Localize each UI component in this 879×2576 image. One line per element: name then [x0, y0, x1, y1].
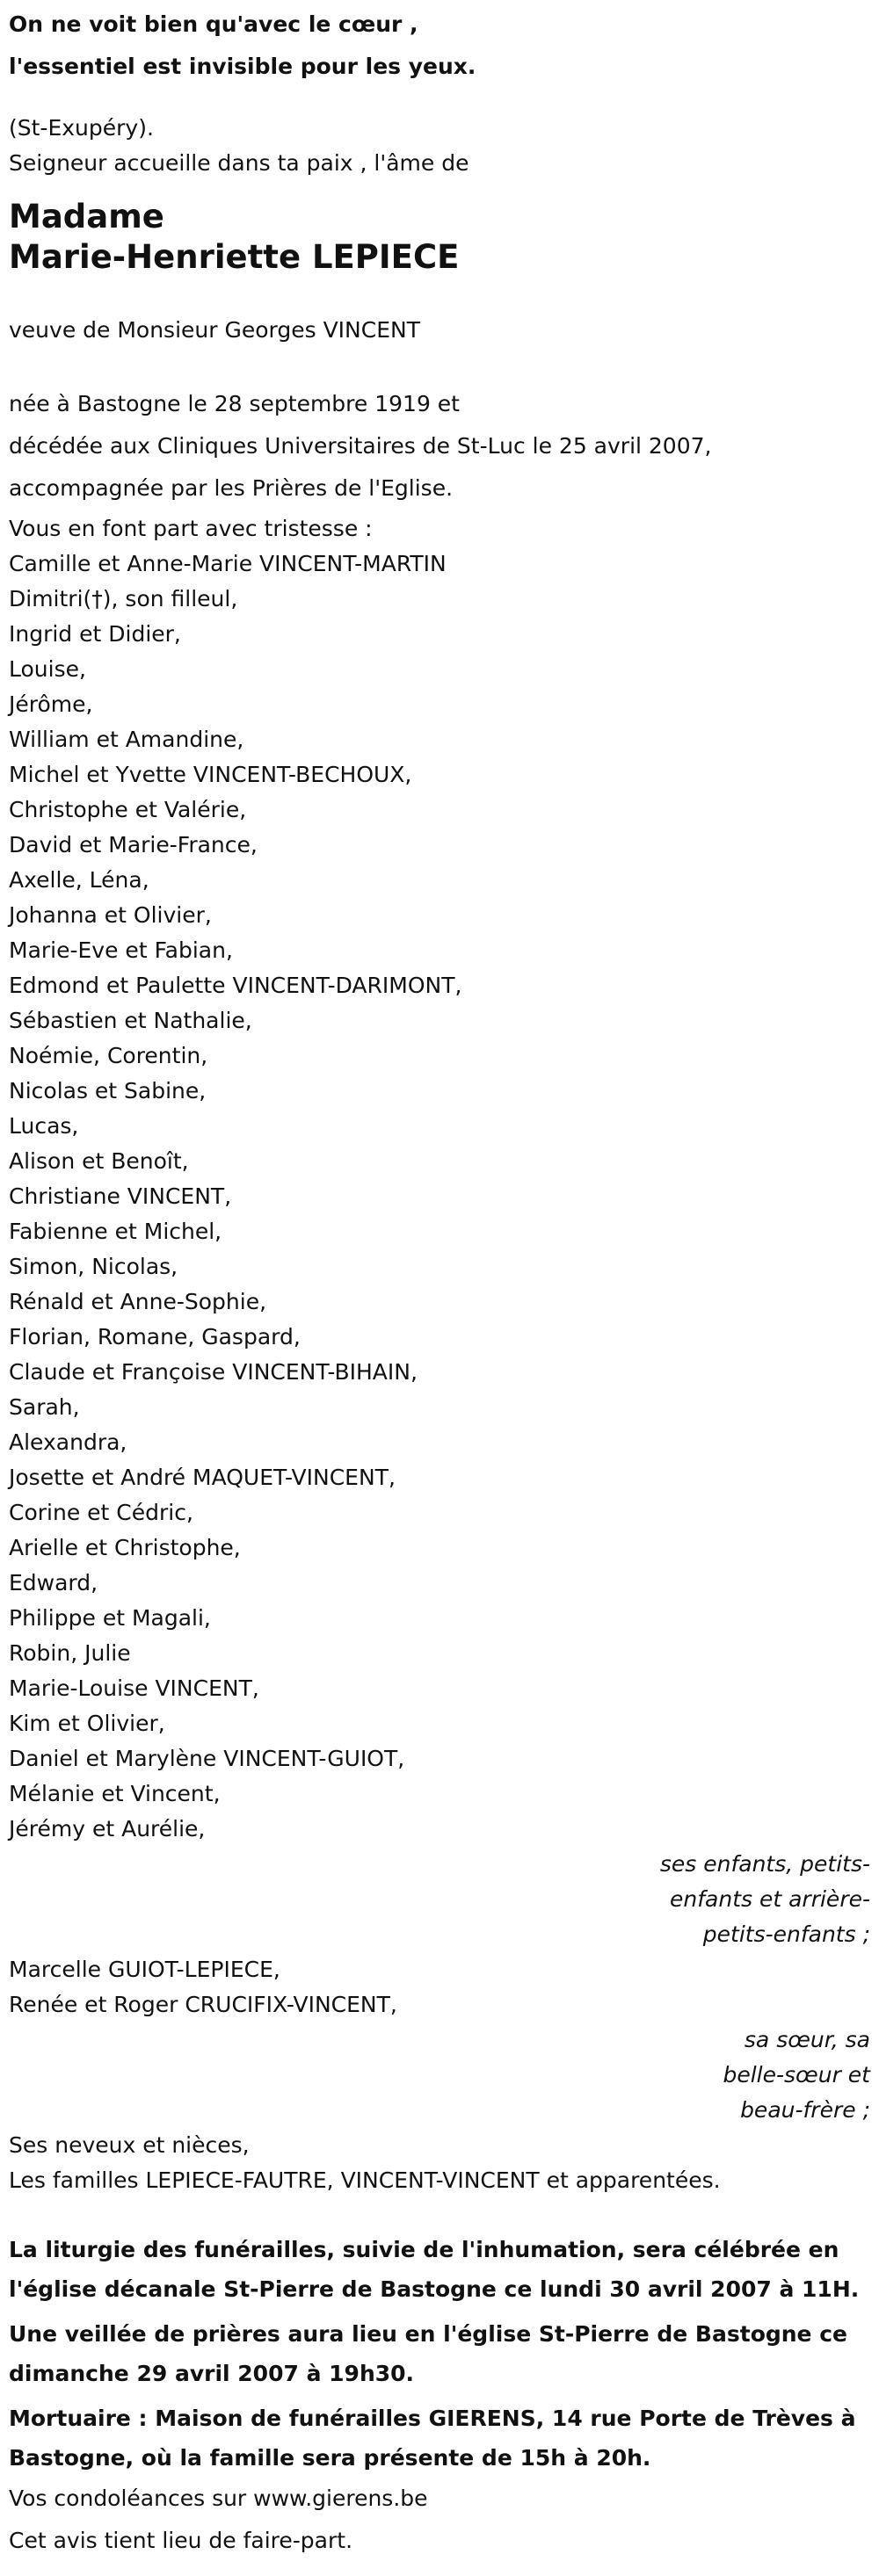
list-item: Jérémy et Aurélie, [9, 1816, 206, 1842]
mortuary-line-2: Bastogne, où la famille sera présente de 15h à 20h. [9, 2445, 651, 2471]
deceased-title: Madame [9, 198, 164, 235]
list-item: Kim et Olivier, [9, 1711, 165, 1736]
list-item: Sarah, [9, 1394, 80, 1420]
notice-line: Cet avis tient lieu de faire-part. [9, 2528, 353, 2553]
mortuary-paragraph [9, 2399, 870, 2478]
invocation: Seigneur accueille dans ta paix , l'âme de [9, 150, 469, 176]
list-item: Florian, Romane, Gaspard, [9, 1324, 301, 1350]
role-children [9, 1847, 870, 1952]
list-item: Edmond et Paulette VINCENT-DARIMONT, [9, 973, 462, 998]
list-item: Camille et Anne-Marie VINCENT-MARTIN [9, 551, 447, 576]
list-item: Axelle, Léna, [9, 867, 149, 893]
mortuary-line-1: Mortuaire : Maison de funérailles GIERENS, 14 rue Porte de Trèves à [9, 2406, 856, 2431]
liturgy-paragraph [9, 2230, 870, 2309]
list-item: Nicolas et Sabine, [9, 1078, 207, 1103]
list-item: Claude et Françoise VINCENT-BIHAIN, [9, 1359, 418, 1385]
birth-line: née à Bastogne le 28 septembre 1919 et [9, 391, 460, 416]
death-line: décédée aux Cliniques Universitaires de St-Luc le 25 avril 2007, [9, 433, 712, 459]
role-siblings [9, 2022, 870, 2128]
list-item: Josette et André MAQUET-VINCENT, [9, 1465, 396, 1490]
list-item: Marie-Louise VINCENT, [9, 1675, 259, 1701]
nephews-line: Ses neveux et nièces, [9, 2132, 250, 2158]
list-item: Marcelle GUIOT-LEPIECE, [9, 1957, 280, 1982]
list-item: Ingrid et Didier, [9, 621, 181, 647]
role-children-line-1: ses enfants, petits- [659, 1851, 870, 1877]
list-item: Edward, [9, 1570, 98, 1596]
announce-line: Vous en font part avec tristesse : [9, 516, 373, 541]
vigil-paragraph [9, 2314, 870, 2393]
siblings-list [9, 1952, 870, 2022]
list-item: Johanna et Olivier, [9, 902, 212, 928]
role-children-line-2: enfants et arrière- [670, 1886, 870, 1912]
list-item: Dimitri(†), son filleul, [9, 586, 238, 611]
list-item: Alison et Benoît, [9, 1148, 189, 1174]
family-list [9, 546, 870, 1847]
list-item: Fabienne et Michel, [9, 1219, 222, 1244]
list-item: Renée et Roger CRUCIFIX-VINCENT, [9, 1992, 397, 2017]
list-item: Marie-Eve et Fabian, [9, 937, 233, 963]
list-item: Rénald et Anne-Sophie, [9, 1289, 267, 1314]
list-item: Mélanie et Vincent, [9, 1781, 221, 1806]
list-item: Daniel et Marylène VINCENT-GUIOT, [9, 1746, 405, 1771]
list-item: Jérôme, [9, 691, 93, 717]
accompanied-line: accompagnée par les Prières de l'Eglise. [9, 475, 454, 501]
vigil-line-2: dimanche 29 avril 2007 à 19h30. [9, 2361, 415, 2386]
widow-of: veuve de Monsieur Georges VINCENT [9, 317, 420, 343]
role-children-line-3: petits-enfants ; [702, 1921, 870, 1947]
quote [9, 4, 870, 88]
list-item: Arielle et Christophe, [9, 1535, 241, 1560]
list-item: Louise, [9, 656, 86, 682]
list-item: Robin, Julie [9, 1640, 131, 1666]
list-item: William et Amandine, [9, 727, 244, 752]
role-siblings-line-1: sa sœur, sa [744, 2027, 870, 2052]
list-item: Sébastien et Nathalie, [9, 1008, 252, 1033]
list-item: Christiane VINCENT, [9, 1183, 232, 1209]
role-siblings-line-2: belle-sœur et [723, 2062, 870, 2088]
list-item: Alexandra, [9, 1429, 127, 1455]
obituary-page [0, 4, 879, 2576]
deceased-name-block [9, 197, 870, 278]
list-item: Corine et Cédric, [9, 1500, 193, 1525]
condolences-line: Vos condoléances sur www.gierens.be [9, 2486, 428, 2511]
liturgy-line-1: La liturgie des funérailles, suivie de l'inhumation, sera célébrée en [9, 2237, 839, 2262]
list-item: Michel et Yvette VINCENT-BECHOUX, [9, 762, 412, 787]
role-siblings-line-3: beau-frère ; [740, 2097, 870, 2123]
quote-line-1: On ne voit bien qu'avec le cœur , [9, 11, 418, 37]
list-item: Noémie, Corentin, [9, 1043, 208, 1068]
deceased-name: Marie-Henriette LEPIECE [9, 238, 460, 276]
list-item: David et Marie-France, [9, 832, 258, 857]
families-line: Les familles LEPIECE-FAUTRE, VINCENT-VINCENT et apparentées. [9, 2167, 721, 2193]
attribution: (St-Exupéry). [9, 115, 154, 141]
list-item: Christophe et Valérie, [9, 797, 247, 822]
liturgy-line-2: l'église décanale St-Pierre de Bastogne ce lundi 30 avril 2007 à 11H. [9, 2276, 860, 2302]
list-item: Philippe et Magali, [9, 1605, 211, 1631]
vigil-line-1: Une veillée de prières aura lieu en l'église St-Pierre de Bastogne ce [9, 2321, 847, 2347]
list-item: Lucas, [9, 1113, 79, 1139]
quote-line-2: l'essentiel est invisible pour les yeux. [9, 54, 476, 79]
list-item: Simon, Nicolas, [9, 1254, 178, 1279]
